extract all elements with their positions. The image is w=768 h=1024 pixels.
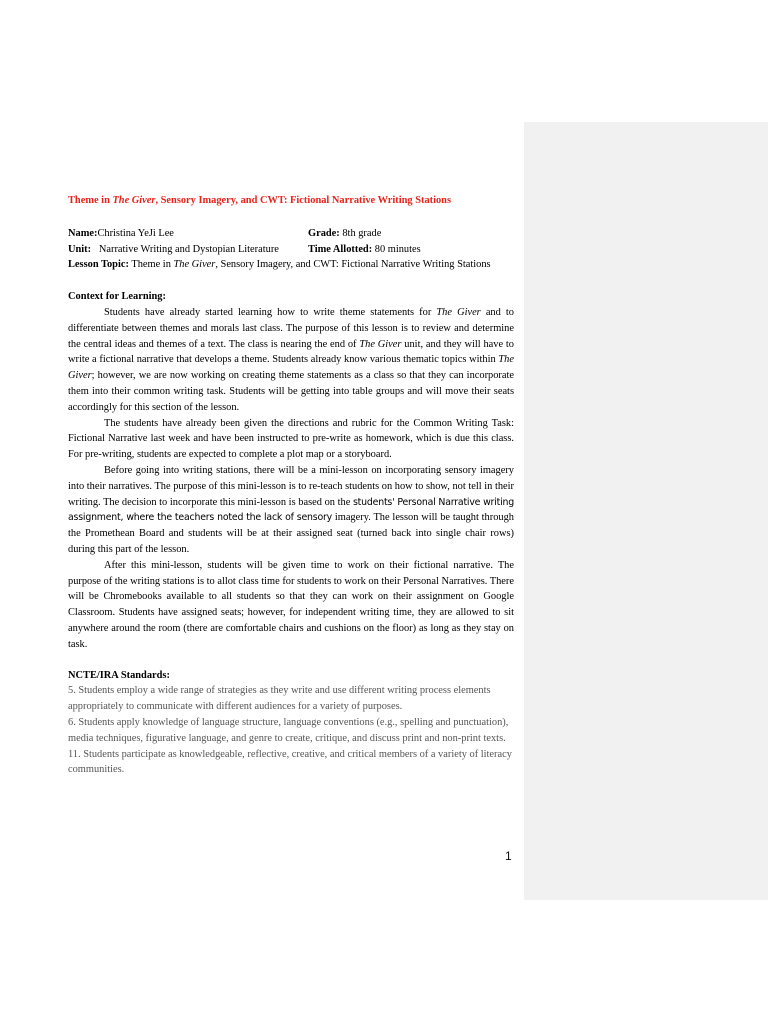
- standards-section: [68, 668, 514, 779]
- p1-book-1: The Giver: [436, 306, 481, 318]
- standard-item: 11. Students participate as knowledgeable, reflective, creative, and critical members of a variety of literacy communities.: [68, 748, 512, 776]
- time-value: 80 minutes: [374, 243, 421, 255]
- grade-value: 8th grade: [342, 227, 382, 239]
- standards-heading: NCTE/IRA Standards:: [68, 669, 170, 681]
- comment-panel: [524, 122, 768, 900]
- topic-suffix: , Sensory Imagery, and CWT: Fictional Narrative Writing Stations: [215, 259, 491, 271]
- name-label: Name:: [68, 227, 98, 239]
- topic-book: The Giver: [173, 259, 216, 271]
- p1-text-b: and to differentiate between themes and morals last class. The purpose of this lesson is to review and determine the central ideas and themes of a text. The class is nearing the end of: [68, 306, 514, 350]
- context-heading: Context for Learning:: [68, 291, 166, 303]
- p1-text-d: ; however, we are now working on creating theme statements as a class so that they can incorporate them into their common writing task. Students will be getting into table groups and will move their seats accordingly for this section of the lesson.: [68, 370, 514, 413]
- meta-topic: [68, 257, 514, 273]
- topic-label: Lesson Topic:: [68, 259, 129, 271]
- standard-item: 5. Students employ a wide range of strategies as they write and use different writing process elements appropriately to communicate with different audiences for a variety of purposes.: [68, 685, 491, 713]
- context-paragraph-3: [68, 463, 514, 558]
- name-value: Christina YeJi Lee: [97, 227, 174, 239]
- topic-prefix: Theme in: [131, 259, 174, 271]
- context-paragraph-1: [68, 305, 514, 416]
- title-book: The Giver: [112, 195, 156, 206]
- grade-label: Grade:: [308, 227, 340, 239]
- p1-book-2: The Giver: [359, 338, 402, 350]
- p1-book-3: The Giver: [68, 354, 514, 382]
- p3-text-b: imagery. The lesson will be taught through the Promethean Board and students will be at their assigned seat (turned back into single chair rows) during this part of the lesson.: [68, 512, 514, 555]
- p1-text-c: unit, and they will have to write a fictional narrative that develops a theme. Students already know various thematic topics within: [68, 338, 514, 366]
- meta-row-unit: [68, 242, 514, 258]
- unit-value: Narrative Writing and Dystopian Literature: [98, 243, 279, 255]
- document-page: [68, 193, 514, 778]
- p3-handwritten-text: students' Personal Narrative writing assignment, where the teachers noted the lack of sensory: [68, 496, 514, 524]
- context-paragraph-4: After this mini-lesson, students will be given time to work on their fictional narrative. The purpose of the writing stations is to allot class time for students to work on their Personal Narratives. There will be Chromebooks available to all students so that they can work on their assignment on Google Classroom. Students have assigned seats; however, for independent writing time, they are allowed to sit anywhere around the room (there are comfortable chairs and cushions on the floor) as long as they stay on task.: [68, 559, 514, 650]
- title-prefix: Theme in: [68, 195, 113, 206]
- meta-row-name: [68, 226, 514, 242]
- unit-label: Unit:: [68, 243, 92, 255]
- p1-text-a: Students have already started learning how to write theme statements for: [104, 306, 437, 318]
- p3-text-a: Before going into writing stations, there will be a mini-lesson on incorporating sensory imagery into their narratives. The purpose of this mini-lesson is to re-teach students on how to show, not tell in their writing. The decision to incorporate this mini-lesson is based on the: [68, 464, 514, 508]
- document-title: [68, 193, 514, 209]
- page-number: 1: [505, 849, 512, 863]
- context-paragraph-2: The students have already been given the directions and rubric for the Common Writing Task: Fictional Narrative last week and have been instructed to pre-write as homework, which is due this class. For pre-writing, students are expected to complete a plot map or a storyboard.: [68, 417, 514, 461]
- title-suffix: , Sensory Imagery, and CWT: Fictional Narrative Writing Stations: [155, 195, 452, 206]
- standard-item: 6. Students apply knowledge of language structure, language conventions (e.g., spelling and punctuation), media techniques, figurative language, and genre to create, critique, and discuss print and non-print texts.: [68, 716, 509, 744]
- time-label: Time Allotted:: [308, 243, 373, 255]
